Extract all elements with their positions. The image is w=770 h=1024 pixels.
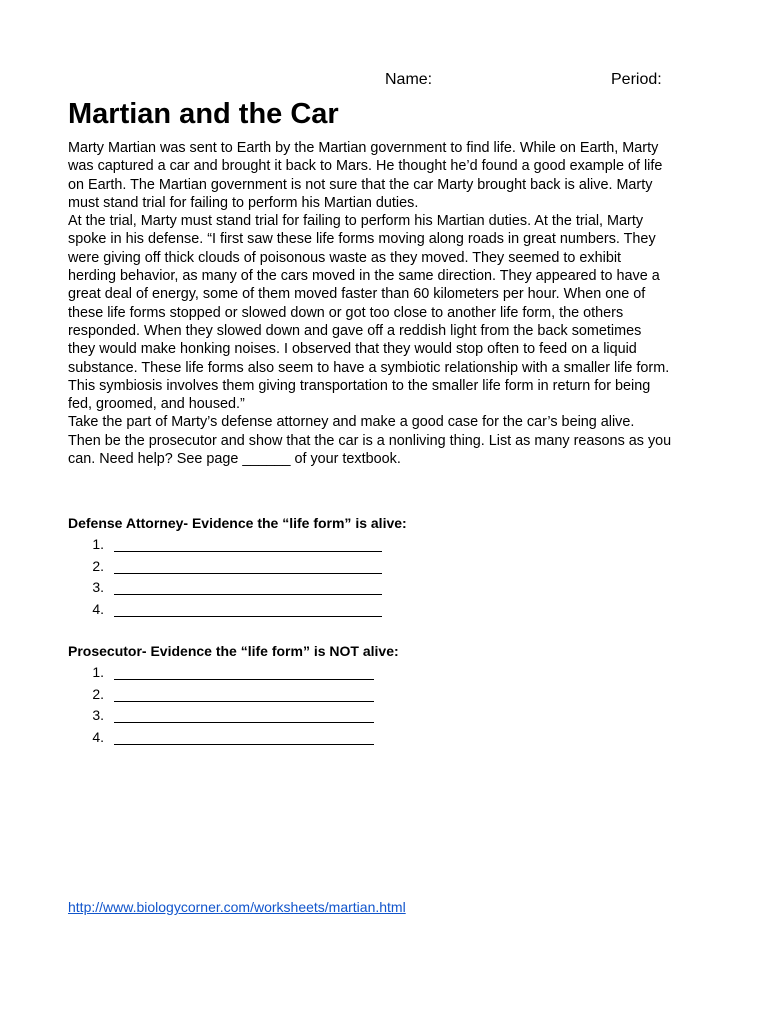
- answer-blank[interactable]: [114, 573, 382, 574]
- prosecutor-heading: Prosecutor- Evidence the “life form” is NOT alive:: [68, 643, 399, 659]
- story-line: Take the part of Marty’s defense attorney and make a good case for the car’s being alive.: [68, 414, 635, 431]
- page-title: Martian and the Car: [68, 98, 339, 130]
- item-number: 4.: [92, 600, 104, 617]
- item-number: 4.: [92, 728, 104, 745]
- story-text: [68, 139, 716, 468]
- story-line: these life forms stopped or slowed down or got too close to another life form, the others: [68, 304, 624, 321]
- answer-blank[interactable]: [114, 744, 374, 745]
- answer-blank[interactable]: [114, 679, 374, 680]
- answer-blank[interactable]: [114, 722, 374, 723]
- story-line: great deal of energy, some of them moved faster than 60 kilometers per hour. When one of: [68, 286, 646, 303]
- period-label: Period:: [611, 71, 662, 88]
- story-line: This symbiosis involves them giving transportation to the smaller life form in return for being: [68, 377, 651, 394]
- defense-heading: Defense Attorney- Evidence the “life form” is alive:: [68, 515, 407, 531]
- answer-blank[interactable]: [114, 616, 382, 617]
- item-number: 1.: [92, 536, 104, 552]
- story-line: spoke in his defense. “I first saw these life forms moving along roads in great numbers. They: [68, 231, 656, 248]
- story-line: herding behavior, as many of the cars moved in the same direction. They appeared to have a: [68, 268, 660, 285]
- item-number: 3.: [92, 579, 104, 595]
- story-line: on Earth. The Martian government is not sure that the car Marty brought back is alive. Marty: [68, 176, 653, 193]
- source-link[interactable]: http://www.biologycorner.com/worksheets/martian.html: [68, 899, 406, 915]
- story-line: must stand trial for failing to perform his Martian duties.: [68, 194, 419, 211]
- answer-blank[interactable]: [114, 594, 382, 595]
- story-line: substance. These life forms also seem to have a symbiotic relationship with a smaller life form.: [68, 359, 670, 376]
- item-number: 3.: [92, 707, 104, 723]
- story-line: Then be the prosecutor and show that the car is a nonliving thing. List as many reasons as you: [68, 432, 672, 449]
- answer-blank[interactable]: [114, 701, 374, 702]
- story-line: can. Need help? See page ______ of your textbook.: [68, 451, 401, 468]
- answer-blank[interactable]: [114, 551, 382, 552]
- story-line: were giving off thick clouds of poisonous waste as they moved. They seemed to exhibit: [68, 249, 622, 266]
- name-label: Name:: [385, 71, 433, 88]
- item-number: 2.: [92, 685, 104, 702]
- story-line: was captured a car and brought it back to Mars. He thought he’d found a good example of life: [68, 158, 663, 175]
- story-line: At the trial, Marty must stand trial for failing to perform his Martian duties. At the trial, Marty: [68, 213, 644, 230]
- story-line: responded. When they slowed down and gave off a reddish light from the back sometimes: [68, 322, 642, 339]
- worksheet-header: [0, 71, 770, 93]
- story-line: they would make honking noises. I observed that they would stop often to feed on a liquid: [68, 341, 637, 358]
- item-number: 2.: [92, 557, 104, 574]
- item-number: 1.: [92, 664, 104, 680]
- story-line: Marty Martian was sent to Earth by the Martian government to find life. While on Earth, Marty: [68, 140, 659, 156]
- story-line: fed, groomed, and housed.”: [68, 396, 245, 413]
